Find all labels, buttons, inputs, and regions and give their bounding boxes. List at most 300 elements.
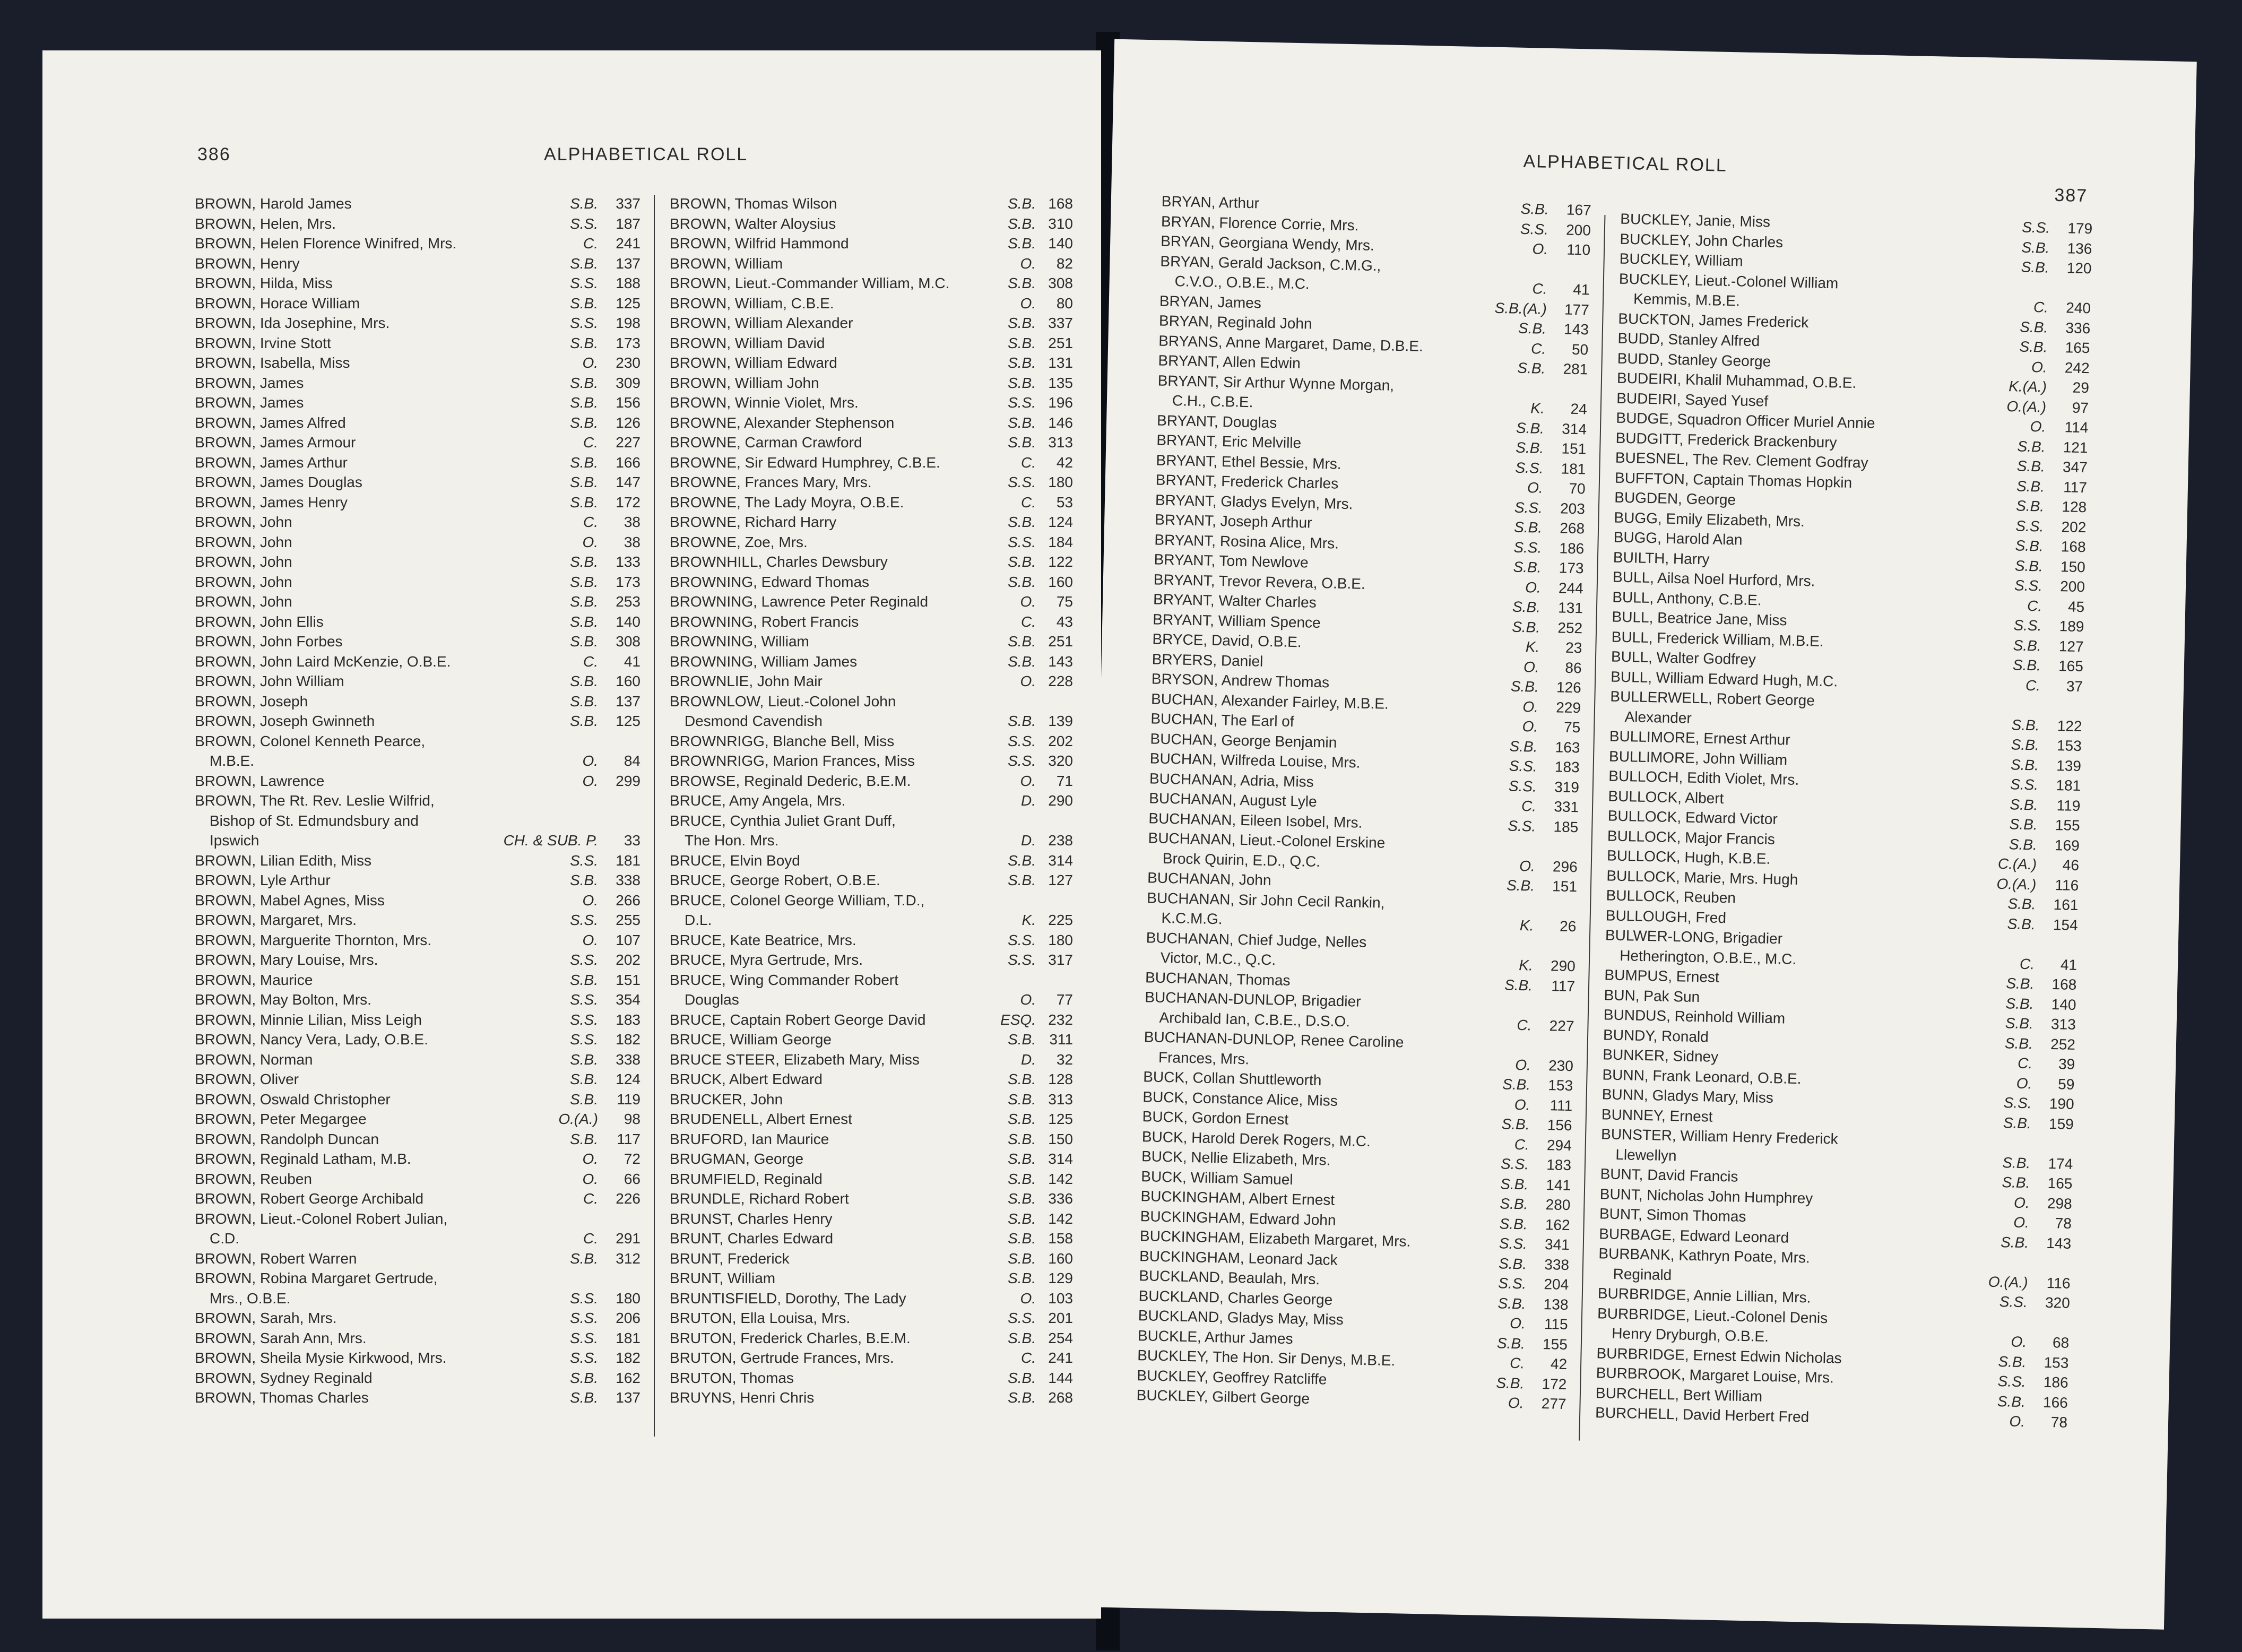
entry-page-ref: 140 — [2051, 996, 2076, 1013]
entry-class: K.(A.) — [2009, 378, 2047, 395]
entry-name: BROWN, Robert George Archibald — [195, 1190, 424, 1207]
entry-page-ref: 29 — [2072, 379, 2090, 396]
roll-entry — [670, 632, 1073, 652]
entry-name: BRUNT, Frederick — [670, 1250, 790, 1267]
entry-class: O. — [582, 931, 598, 948]
entry-name: BRUCE, Wing Commander Robert — [670, 971, 899, 988]
roll-entry — [195, 293, 640, 314]
entry-page-ref: 313 — [1048, 434, 1073, 451]
roll-entry — [670, 233, 1073, 254]
entry-class: S.B. — [570, 334, 598, 351]
entry-page-ref: 172 — [1542, 1375, 1567, 1392]
roll-entry — [670, 1169, 1073, 1189]
entry-page-ref: 255 — [616, 912, 640, 928]
entry-page-ref: 77 — [1056, 991, 1073, 1008]
entry-name: M.B.E. — [210, 753, 255, 769]
entry-page-ref: 290 — [1048, 792, 1073, 809]
entry-name: Victor, M.C., Q.C. — [1160, 949, 1276, 968]
entry-class: S.B. — [1510, 678, 1539, 695]
entry-page-ref: 141 — [1546, 1176, 1571, 1193]
entry-name: BRUCE, Amy Angela, Mrs. — [670, 792, 846, 809]
entry-name: BUCKLEY, John Charles — [1620, 230, 1784, 250]
entry-page-ref: 107 — [616, 931, 640, 948]
entry-page-ref: 126 — [616, 414, 640, 431]
roll-entry — [195, 373, 640, 393]
entry-name: BULLOCH, Edith Violet, Mrs. — [1608, 767, 1799, 788]
entry-page-ref: 309 — [616, 374, 640, 391]
entry-class: O. — [582, 1151, 598, 1167]
roll-entry — [670, 1229, 1073, 1249]
entry-class: C. — [2033, 299, 2049, 316]
entry-class: S.S. — [570, 852, 598, 869]
entry-page-ref: 242 — [2064, 359, 2090, 376]
entry-class: C. — [2017, 1054, 2033, 1072]
entry-page-ref: 42 — [1550, 1355, 1568, 1373]
entry-name: BROWN, William John — [670, 374, 819, 391]
entry-name: BULWER-LONG, Brigadier — [1605, 927, 1783, 947]
roll-entry — [670, 333, 1073, 353]
roll-entry — [670, 811, 1073, 831]
entry-name: BROWNRIGG, Marion Frances, Miss — [670, 753, 915, 769]
entry-class: C. — [1021, 613, 1036, 630]
entry-class: C. — [1021, 454, 1036, 471]
entry-name: BUDGE, Squadron Officer Muriel Annie — [1616, 409, 1875, 431]
roll-entry — [195, 1069, 640, 1089]
roll-entry — [670, 1030, 1073, 1050]
entry-name: BRYANT, Sir Arthur Wynne Morgan, — [1157, 371, 1395, 394]
entry-name: BRYANT, Douglas — [1156, 411, 1277, 431]
entry-page-ref: 238 — [1048, 832, 1073, 849]
entry-page-ref: 75 — [1056, 593, 1073, 610]
entry-page-ref: 165 — [2058, 658, 2084, 675]
entry-name: BUCK, Gordon Ernest — [1142, 1108, 1289, 1128]
entry-page-ref: 68 — [2052, 1334, 2070, 1351]
entry-class: S.B. — [570, 1091, 598, 1108]
entry-page-ref: 181 — [2056, 777, 2081, 794]
entry-page-ref: 227 — [616, 434, 640, 451]
entry-name: BURCHELL, Bert William — [1595, 1384, 1763, 1405]
entry-name: BROWN, William David — [670, 334, 825, 351]
entry-page-ref: 312 — [616, 1250, 640, 1267]
entry-class: O. — [1522, 718, 1538, 735]
roll-entry — [670, 1189, 1073, 1209]
entry-name: BROWN, Colonel Kenneth Pearce, — [195, 732, 426, 749]
entry-page-ref: 156 — [616, 394, 640, 411]
entry-page-ref: 174 — [2048, 1155, 2073, 1172]
entry-class: S.S. — [1008, 533, 1036, 550]
entry-name: BRUNST, Charles Henry — [670, 1210, 833, 1227]
roll-entry — [670, 1109, 1073, 1129]
entry-class: O. — [1020, 772, 1036, 789]
entry-name: BUCKINGHAM, Leonard Jack — [1139, 1247, 1338, 1268]
entry-page-ref: 155 — [2055, 817, 2080, 834]
entry-class: S.B. — [2021, 239, 2050, 256]
roll-entry — [195, 214, 640, 234]
entry-page-ref: 320 — [1048, 753, 1073, 769]
entry-name: BULLOUGH, Fred — [1605, 906, 1727, 926]
entry-name: BULL, Ailsa Noel Hurford, Mrs. — [1612, 568, 1815, 590]
entry-class: S.S. — [2010, 776, 2039, 793]
entry-name: BRYSON, Andrew Thomas — [1151, 670, 1330, 691]
entry-name: BROWN, John Laird McKenzie, O.B.E. — [195, 653, 451, 670]
entry-name: BUCKLAND, Gladys May, Miss — [1138, 1307, 1344, 1328]
entry-name: BROWNE, Carman Crawford — [670, 434, 862, 451]
entry-name: Frances, Mrs. — [1158, 1049, 1250, 1067]
entry-page-ref: 206 — [616, 1310, 640, 1326]
entry-class: S.B.(A.) — [1494, 299, 1547, 317]
entry-page-ref: 313 — [1048, 1091, 1073, 1108]
entry-page-ref: 143 — [1563, 321, 1589, 338]
entry-name: Kemmis, M.B.E. — [1633, 290, 1741, 309]
entry-page-ref: 80 — [1056, 295, 1073, 312]
roll-entry — [670, 1209, 1073, 1229]
entry-class: S.B. — [1008, 334, 1036, 351]
entry-class: S.B. — [2007, 895, 2036, 913]
roll-entry — [195, 1189, 640, 1209]
roll-entry — [195, 333, 640, 353]
roll-entry — [195, 1308, 640, 1328]
entry-class: S.S. — [1008, 753, 1036, 769]
entry-class: S.B. — [570, 1130, 598, 1147]
entry-name: BUCK, Harold Derek Rogers, M.C. — [1141, 1128, 1371, 1149]
entry-name: BROWNING, Robert Francis — [670, 613, 859, 630]
entry-name: BROWN, Reginald Latham, M.B. — [195, 1151, 411, 1167]
entry-name: BUCKLEY, Geoffrey Ratcliffe — [1137, 1366, 1327, 1388]
entry-name: BULLIMORE, Ernest Arthur — [1609, 728, 1790, 748]
entry-page-ref: 38 — [624, 514, 640, 530]
entry-page-ref: 185 — [1553, 818, 1579, 835]
entry-name: BROWNE, Frances Mary, Mrs. — [670, 474, 872, 490]
entry-class: O. — [2013, 1194, 2030, 1211]
entry-class: S.B. — [1008, 414, 1036, 431]
roll-entry — [670, 413, 1073, 433]
entry-name: BROWN, Mary Louise, Mrs. — [195, 952, 378, 968]
entry-page-ref: 180 — [1048, 931, 1073, 948]
entry-page-ref: 135 — [1048, 374, 1073, 391]
roll-entry — [195, 870, 640, 890]
entry-class: O. — [2011, 1333, 2027, 1351]
entry-class: S.B. — [2020, 318, 2048, 336]
roll-entry — [670, 393, 1073, 413]
entry-class: S.B. — [1008, 434, 1036, 451]
entry-name: BRUCE, William George — [670, 1031, 832, 1048]
entry-name: BROWN, May Bolton, Mrs. — [195, 991, 371, 1008]
entry-page-ref: 155 — [1542, 1335, 1568, 1353]
roll-entry — [195, 194, 640, 214]
entry-class: S.B. — [2019, 338, 2048, 356]
entry-name: Brock Quirin, E.D., Q.C. — [1162, 850, 1321, 870]
entry-name: BROWN, Lieut.-Colonel Robert Julian, — [195, 1210, 448, 1227]
entry-name: BRYANT, Allen Edwin — [1158, 352, 1301, 372]
entry-page-ref: 338 — [616, 872, 640, 888]
entry-name: BRUTON, Ella Louisa, Mrs. — [670, 1310, 851, 1326]
entry-name: BURBRIDGE, Lieut.-Colonel Denis — [1597, 1304, 1828, 1326]
roll-entry — [195, 273, 640, 293]
entry-name: BRUCE, George Robert, O.B.E. — [670, 872, 880, 888]
entry-page-ref: 84 — [624, 753, 640, 769]
entry-class: K. — [1519, 917, 1534, 934]
entry-name: BRYANT, Gladys Evelyn, Mrs. — [1155, 491, 1353, 512]
roll-entry — [670, 851, 1073, 871]
entry-name: BROWN, Margaret, Mrs. — [195, 912, 357, 928]
entry-class: S.B. — [2006, 975, 2035, 992]
entry-column — [195, 194, 640, 1408]
entry-class: S.B. — [1008, 872, 1036, 888]
entry-page-ref: 128 — [1048, 1071, 1073, 1087]
entry-class: S.B. — [1008, 235, 1036, 252]
entry-page-ref: 151 — [1561, 440, 1587, 457]
left-page — [42, 50, 1101, 1619]
entry-class: S.B. — [2012, 656, 2041, 674]
entry-class: S.S. — [2015, 517, 2044, 535]
entry-page-ref: 241 — [1048, 1350, 1073, 1366]
entry-page-ref: 120 — [2066, 260, 2092, 277]
entry-class: S.S. — [570, 1031, 598, 1048]
entry-name: BUCHAN, The Earl of — [1150, 710, 1294, 730]
entry-page-ref: 110 — [1566, 241, 1591, 258]
entry-page-ref: 151 — [1552, 878, 1578, 895]
entry-name: BULLOCK, Edward Victor — [1607, 807, 1778, 828]
entry-column — [1136, 192, 1591, 1414]
roll-entry — [195, 413, 640, 433]
entry-page-ref: 129 — [1048, 1270, 1073, 1286]
entry-class: S.B. — [1008, 1369, 1036, 1386]
entry-page-ref: 78 — [2055, 1215, 2072, 1232]
entry-page-ref: 121 — [2063, 438, 2088, 456]
entry-class: O. — [582, 892, 598, 909]
entry-page-ref: 72 — [624, 1151, 640, 1167]
entry-class: S.B. — [1496, 1374, 1525, 1391]
entry-class: C. — [1021, 1350, 1036, 1366]
entry-class: S.S. — [1008, 394, 1036, 411]
entry-page-ref: 166 — [2042, 1394, 2068, 1411]
entry-class: S.B. — [570, 693, 598, 710]
entry-page-ref: 143 — [2046, 1234, 2072, 1252]
entry-page-ref: 183 — [1546, 1156, 1572, 1174]
entry-page-ref: 320 — [2045, 1294, 2071, 1311]
entry-class: O. — [1523, 658, 1539, 676]
entry-page-ref: 319 — [1554, 778, 1580, 795]
entry-class: S.S. — [1509, 757, 1538, 775]
entry-class: S.B. — [1008, 195, 1036, 212]
entry-class: S.B. — [1998, 1353, 2027, 1370]
entry-class: S.S. — [570, 1011, 598, 1028]
entry-class: S.B. — [1008, 713, 1036, 729]
entry-page-ref: 37 — [2066, 677, 2083, 695]
entry-page-ref: 280 — [1545, 1196, 1571, 1214]
entry-class: C. — [1532, 280, 1547, 297]
entry-class: K. — [1519, 956, 1534, 974]
entry-class: S.B. — [1516, 419, 1545, 437]
entry-page-ref: 70 — [1569, 480, 1586, 497]
entry-page-ref: 82 — [1056, 255, 1073, 272]
entry-name: BULLOCK, Marie, Mrs. Hugh — [1606, 867, 1798, 888]
entry-name: BUESNEL, The Rev. Clement Godfray — [1615, 449, 1868, 471]
roll-entry — [195, 1010, 640, 1030]
entry-page-ref: 33 — [624, 832, 640, 849]
entry-class: S.B. — [1008, 1031, 1036, 1048]
entry-class: C. — [583, 653, 598, 670]
entry-name: BROWN, Harold James — [195, 195, 352, 212]
roll-entry — [670, 433, 1073, 453]
entry-name: K.C.M.G. — [1161, 909, 1223, 928]
roll-entry — [195, 1268, 640, 1288]
entry-class: S.B. — [1008, 553, 1036, 570]
entry-class: S.B. — [570, 971, 598, 988]
roll-entry — [195, 353, 640, 373]
roll-entry — [670, 1129, 1073, 1149]
entry-class: S.B. — [570, 1071, 598, 1087]
entry-name: BROWN, John William — [195, 673, 344, 689]
entry-class: S.B. — [2011, 736, 2040, 754]
entry-page-ref: 314 — [1561, 420, 1587, 437]
entry-page-ref: 244 — [1558, 579, 1584, 596]
entry-class: S.B. — [1008, 1270, 1036, 1286]
entry-class: D. — [1021, 792, 1036, 809]
entry-page-ref: 169 — [2054, 836, 2080, 854]
entry-name: BRYAN, Arthur — [1161, 193, 1260, 212]
entry-name: BUCHANAN, August Lyle — [1148, 790, 1317, 810]
entry-name: BUGDEN, George — [1614, 489, 1736, 508]
entry-name: BROWNE, Sir Edward Humphrey, C.B.E. — [670, 454, 940, 471]
entry-page-ref: 311 — [1049, 1031, 1073, 1048]
roll-entry — [195, 612, 640, 632]
entry-class: S.B. — [1008, 1091, 1036, 1108]
entry-page-ref: 127 — [2058, 637, 2084, 655]
entry-page-ref: 337 — [616, 195, 640, 212]
entry-name: BROWN, Walter Aloysius — [670, 215, 836, 232]
entry-class: S.S. — [570, 991, 598, 1008]
entry-name: BUDD, Stanley George — [1617, 350, 1771, 370]
entry-page-ref: 252 — [2050, 1035, 2076, 1053]
entry-name: BRYANT, Rosina Alice, Mrs. — [1154, 531, 1339, 552]
entry-class: O. — [1514, 1096, 1530, 1113]
entry-name: BROWN, Sheila Mysie Kirkwood, Mrs. — [195, 1350, 447, 1366]
roll-entry — [670, 293, 1073, 314]
roll-entry — [195, 532, 640, 552]
entry-name: BUMPUS, Ernest — [1604, 966, 1720, 985]
entry-name: BROWN, James Armour — [195, 434, 356, 451]
entry-class: C. — [1021, 494, 1036, 511]
entry-name: BURBRIDGE, Annie Lillian, Mrs. — [1597, 1285, 1811, 1306]
entry-name: BUCHANAN-DUNLOP, Renee Caroline — [1144, 1028, 1404, 1051]
entry-class: O.(A.) — [2006, 397, 2047, 416]
entry-name: BROWN, Maurice — [195, 971, 313, 988]
entry-class: S.B. — [1008, 1250, 1036, 1267]
entry-page-ref: 125 — [616, 295, 640, 312]
roll-entry — [195, 1050, 640, 1070]
entry-class: S.B. — [2016, 477, 2045, 495]
entry-page-ref: 151 — [616, 971, 640, 988]
entry-page-ref: 43 — [1056, 613, 1073, 630]
entry-name: BROWNE, Zoe, Mrs. — [670, 533, 808, 550]
entry-class: O.(A.) — [1996, 875, 2037, 893]
entry-name: BRUNDLE, Richard Robert — [670, 1190, 849, 1207]
entry-class: O. — [1519, 857, 1536, 875]
roll-entry — [195, 313, 640, 333]
entry-page-ref: 137 — [616, 255, 640, 272]
entry-page-ref: 158 — [1048, 1230, 1073, 1247]
entry-page-ref: 117 — [1551, 977, 1576, 994]
entry-name: BRUCK, Albert Edward — [670, 1071, 823, 1087]
entry-name: BROWN, James — [195, 374, 304, 391]
entry-page-ref: 156 — [1547, 1117, 1572, 1134]
entry-name: BRYANT, Ethel Bessie, Mrs. — [1156, 451, 1341, 472]
roll-entry — [670, 512, 1073, 532]
entry-name: BROWN, John Ellis — [195, 613, 324, 630]
entry-class: S.B. — [1517, 359, 1546, 377]
entry-name: BROWN, Helen, Mrs. — [195, 215, 336, 232]
entry-name: BROWNE, The Lady Moyra, O.B.E. — [670, 494, 904, 511]
entry-class: S.S. — [570, 1310, 598, 1326]
roll-entry — [195, 1249, 640, 1269]
entry-name: BROWN, Lilian Edith, Miss — [195, 852, 371, 869]
entry-name: BULL, Walter Godfrey — [1611, 648, 1756, 668]
entry-name: BROWN, William Alexander — [670, 315, 853, 331]
entry-page-ref: 24 — [1570, 400, 1588, 418]
entry-page-ref: 153 — [2044, 1354, 2069, 1371]
entry-name: BUNT, Simon Thomas — [1599, 1205, 1746, 1225]
entry-name: BUCKLEY, Lieut.-Colonel William — [1618, 270, 1839, 291]
entry-class: S.B. — [570, 1051, 598, 1068]
roll-entry — [195, 433, 640, 453]
entry-page-ref: 119 — [617, 1091, 640, 1108]
entry-name: BROWN, Lawrence — [195, 772, 325, 789]
entry-name: BULLOCK, Major Francis — [1607, 827, 1776, 847]
entry-page-ref: 290 — [1550, 957, 1576, 975]
entry-page-ref: 229 — [1556, 698, 1581, 716]
entry-name: BROWN, Sarah, Mrs. — [195, 1310, 337, 1326]
roll-entry — [670, 194, 1073, 214]
entry-name: BUCK, Constance Alice, Miss — [1142, 1088, 1338, 1109]
roll-entry — [670, 1368, 1073, 1388]
roll-entry — [195, 1149, 640, 1169]
entry-class: S.B. — [2015, 537, 2044, 555]
entry-class: S.B. — [2009, 835, 2038, 853]
entry-name: BROWN, John — [195, 533, 292, 550]
entry-class: S.B. — [2016, 457, 2046, 475]
entry-class: S.B. — [570, 613, 598, 630]
entry-page-ref: 137 — [616, 693, 640, 710]
entry-page-ref: 268 — [1048, 1389, 1073, 1406]
entry-name: BRYANT, Frederick Charles — [1155, 471, 1339, 492]
roll-entry — [195, 393, 640, 413]
roll-entry — [670, 572, 1073, 592]
entry-class: S.B. — [570, 573, 598, 590]
entry-page-ref: 75 — [1563, 719, 1581, 736]
entry-class: S.S. — [1515, 459, 1544, 477]
entry-page-ref: 253 — [616, 593, 640, 610]
entry-class: S.B. — [570, 255, 598, 272]
roll-entry — [195, 1129, 640, 1149]
entry-page-ref: 337 — [1048, 315, 1073, 331]
entry-page-ref: 143 — [1048, 653, 1073, 670]
entry-page-ref: 179 — [2067, 220, 2093, 237]
entry-class: S.B. — [1008, 1329, 1036, 1346]
entry-class: S.B. — [2009, 816, 2038, 833]
entry-page-ref: 125 — [1048, 1111, 1073, 1127]
entry-page-ref: 187 — [616, 215, 640, 232]
entry-page-ref: 354 — [616, 991, 640, 1008]
entry-name: D.L. — [685, 912, 712, 928]
entry-name: BROWN, Helen Florence Winifred, Mrs. — [195, 235, 457, 252]
entry-class: S.B. — [1496, 1334, 1526, 1352]
entry-class: O. — [1509, 1314, 1526, 1332]
entry-class: S.B. — [570, 474, 598, 490]
entry-name: BUCHANAN, Sir John Cecil Rankin, — [1147, 889, 1385, 911]
entry-class: S.B. — [1008, 215, 1036, 232]
entry-class: S.S. — [1508, 777, 1537, 795]
